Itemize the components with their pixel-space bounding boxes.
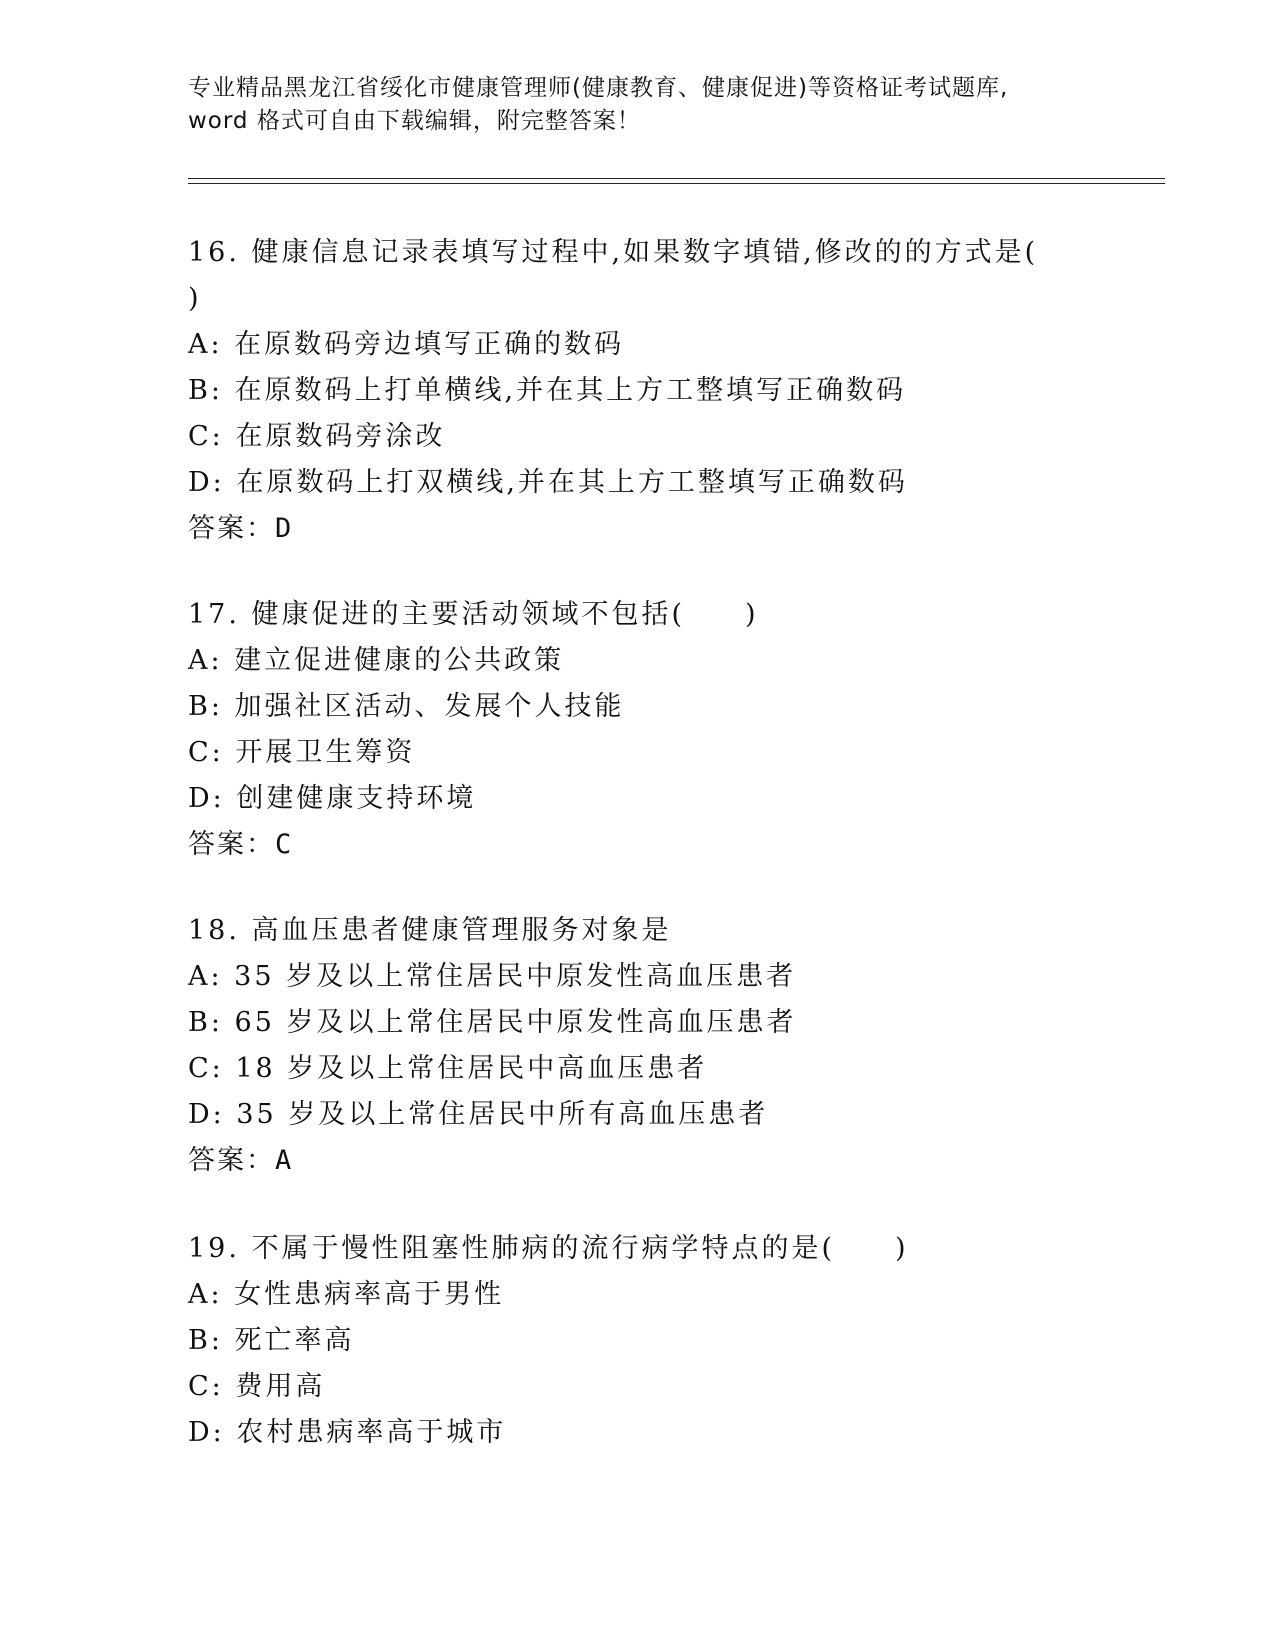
answer-row [188, 822, 1148, 868]
answer-row [188, 506, 1148, 552]
question-stem-continued: ) [188, 283, 202, 314]
answer-row [188, 1138, 1148, 1184]
question-stem: 16. 健康信息记录表填写过程中,如果数字填错,修改的的方式是( [188, 237, 1039, 268]
question-stem: 18. 高血压患者健康管理服务对象是 [188, 915, 672, 946]
question-18 [188, 908, 1148, 1184]
option-c: C: 18 岁及以上常住居民中高血压患者 [188, 1053, 708, 1084]
answer-value: A [275, 1145, 294, 1176]
answer-value: D [275, 513, 294, 544]
option-d: D: 农村患病率高于城市 [188, 1417, 507, 1448]
answer-label: 答案： [188, 1145, 275, 1176]
answer-value: C [275, 829, 294, 860]
option-c: C: 费用高 [188, 1371, 326, 1402]
option-b: B: 在原数码上打单横线,并在其上方工整填写正确数码 [188, 375, 907, 406]
header-title-line1: 专业精品黑龙江省绥化市健康管理师(健康教育、健康促进)等资格证考试题库, [188, 75, 1009, 101]
question-17 [188, 592, 1148, 868]
document-header [188, 72, 1088, 138]
answer-label: 答案： [188, 513, 275, 544]
option-b: B: 死亡率高 [188, 1325, 355, 1356]
header-divider-top [188, 178, 1165, 179]
option-a: A: 在原数码旁边填写正确的数码 [188, 329, 625, 360]
option-c: C: 在原数码旁涂改 [188, 421, 446, 452]
question-16 [188, 230, 1148, 552]
option-d: D: 创建健康支持环境 [188, 783, 477, 814]
option-b: B: 加强社区活动、发展个人技能 [188, 691, 625, 722]
header-divider-bottom [188, 183, 1165, 184]
question-stem: 17. 健康促进的主要活动领域不包括( ) [188, 599, 759, 630]
option-a: A: 女性患病率高于男性 [188, 1279, 505, 1310]
option-d: D: 35 岁及以上常住居民中所有高血压患者 [188, 1099, 769, 1130]
option-c: C: 开展卫生筹资 [188, 737, 416, 768]
header-title-line2: word 格式可自由下载编辑，附完整答案！ [188, 108, 641, 134]
option-b: B: 65 岁及以上常住居民中原发性高血压患者 [188, 1007, 797, 1038]
question-19 [188, 1226, 1148, 1456]
option-d: D: 在原数码上打双横线,并在其上方工整填写正确数码 [188, 467, 908, 498]
answer-label: 答案： [188, 829, 275, 860]
option-a: A: 建立促进健康的公共政策 [188, 645, 565, 676]
option-a: A: 35 岁及以上常住居民中原发性高血压患者 [188, 961, 797, 992]
question-stem: 19. 不属于慢性阻塞性肺病的流行病学特点的是( ) [188, 1233, 909, 1264]
